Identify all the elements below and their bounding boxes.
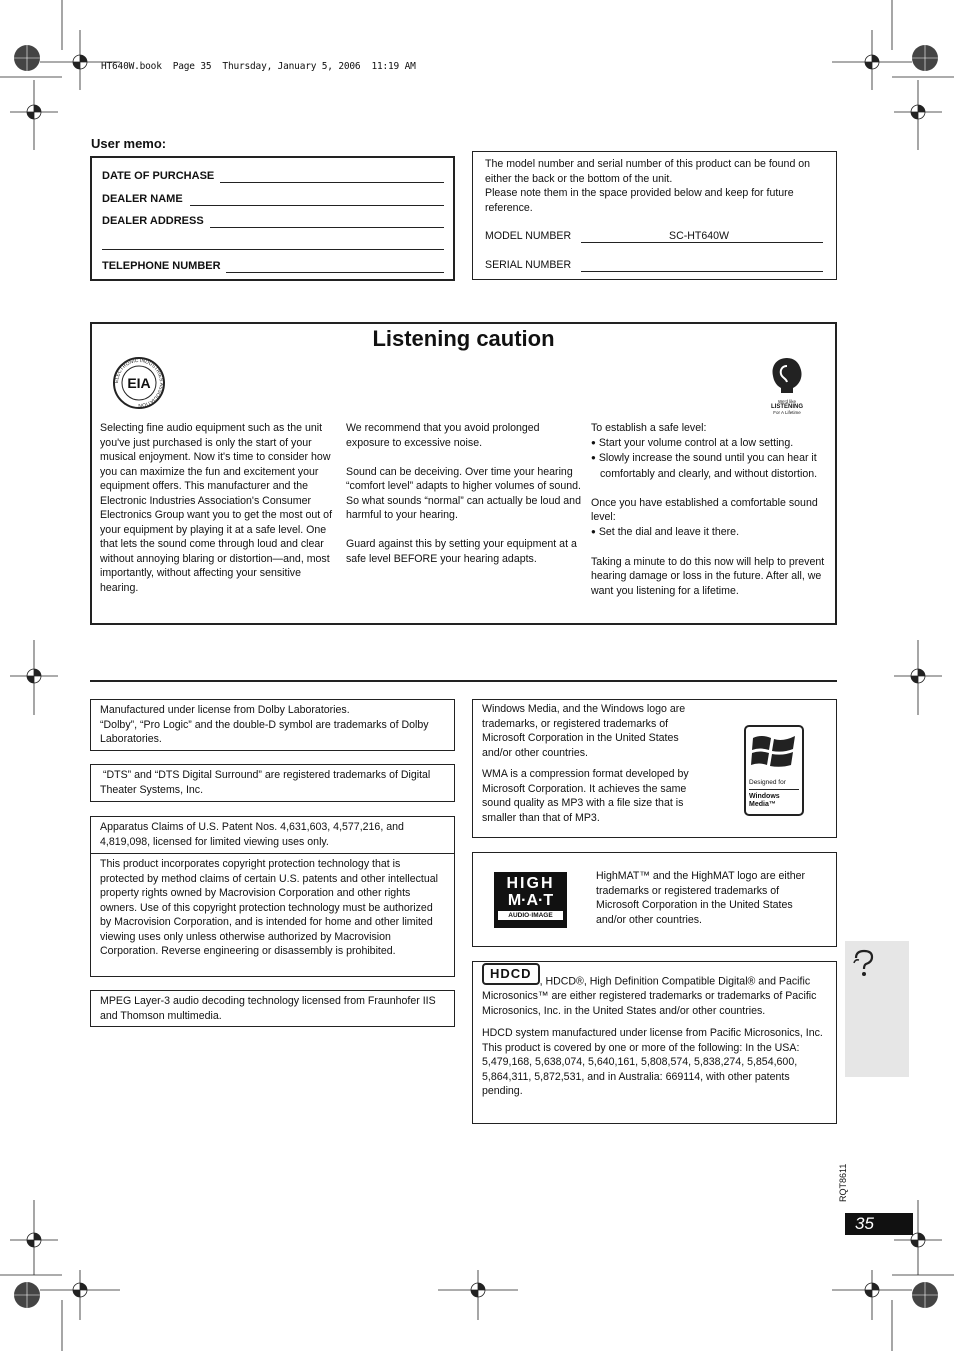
date-of-purchase-label: DATE OF PURCHASE — [102, 170, 215, 182]
listening-column-3 — [591, 421, 827, 598]
serial-number-field[interactable] — [581, 258, 823, 272]
col3-bullet-3: Set the dial and leave it there. — [598, 525, 740, 538]
dealer-address-label: DEALER ADDRESS — [102, 215, 204, 227]
telephone-number-label: TELEPHONE NUMBER — [102, 260, 221, 272]
eia-logo — [112, 356, 166, 410]
listening-caution-box — [90, 322, 837, 625]
serial-number-label: SERIAL NUMBER — [485, 259, 572, 271]
model-serial-box — [472, 151, 837, 280]
col2-para-2: Sound can be deceiving. Over time your hearing “comfort level” adapts to higher volumes of sound. So what sounds “normal” can actually be loud and harmful to your hearing. — [346, 465, 581, 521]
col3-bullet-1: ● Start your volume control at a low setting. — [591, 436, 827, 452]
listening-column-1: Selecting fine audio equipment such as the unit you've just purchased is only the start of your musical enjoyment. Now it's time to consider how you can maximize the fun and excitement your equipment offers. This manufacturer and the Electronic Industries Association's Consumer Electronics Group want you to get the most out of your equipment by playing it at a safe level. One that lets the sound come through loud and clear without annoying blaring or distortion—and, most importantly, without affecting your sensitive hearing. — [100, 422, 333, 594]
svg-text:ELECTRONIC INDUSTRIES ASSOCIAT: ELECTRONIC INDUSTRIES ASSOCIATION — [113, 357, 165, 409]
col3-para-2: Once you have established a comfortable sound level: — [591, 496, 818, 523]
book-header-line: HT640W.book Page 35 Thursday, January 5, 2006 11:19 AM — [101, 61, 416, 72]
hdcd-logo-text: HDCD — [490, 966, 532, 981]
highmat-text: HighMAT™ and the HighMAT logo are either trademarks or registered trademarks of Microsoft Corporation in the United States and/or other countries. — [596, 870, 806, 926]
user-memo-box — [90, 156, 455, 281]
listening-column-2 — [346, 421, 582, 566]
model-number-value: SC-HT640W — [669, 230, 730, 242]
highmat-logo — [494, 872, 567, 928]
dts-license-box — [90, 764, 455, 802]
apparatus-text: Apparatus Claims of U.S. Patent Nos. 4,631,603, 4,577,216, and 4,819,098, licensed for limited viewing uses only. — [100, 821, 404, 848]
hdcd-box — [472, 961, 837, 1124]
model-box-note: Please note them in the space provided below and keep for future reference. — [485, 187, 794, 214]
highmat-logo-mid: M·A·T — [507, 892, 554, 909]
col3-bullet-2-wrap — [591, 451, 827, 481]
windows-media-box — [472, 699, 837, 838]
listening-logo-small: We'd like — [777, 399, 797, 404]
doc-code: RQT8611 — [838, 1163, 848, 1202]
col2-para-1: We recommend that you avoid prolonged exposure to excessive noise. — [346, 422, 540, 449]
col2-para-3: Guard against this by setting your equipment at a safe level BEFORE your hearing adapts. — [346, 538, 577, 565]
mpeg-license-box — [90, 990, 455, 1027]
wm-logo-designed: Designed for — [749, 779, 786, 786]
wm-text-2: WMA is a compression format developed by Microsoft Corporation. It achieves the same sound quality as MP3 with a file size that is smaller than that of MP3. — [482, 768, 689, 824]
section-divider — [90, 680, 837, 682]
highmat-logo-bottom: AUDIO·IMAGE — [498, 911, 563, 920]
windows-media-logo — [744, 725, 804, 816]
dolby-license-box — [90, 699, 455, 751]
page-number-tab — [845, 1213, 913, 1235]
mpeg-text: MPEG Layer-3 audio decoding technology licensed from Fraunhofer IIS and Thomson multimedia. — [100, 995, 436, 1022]
col3-bullet-2: Slowly increase the sound until you can hear it comfortably and clearly, and without distortion. — [598, 452, 818, 480]
dts-text: “DTS” and “DTS Digital Surround” are registered trademarks of Digital Theater Systems, Inc. — [100, 769, 431, 796]
wm-logo-name-2: Media™ — [749, 801, 776, 808]
sidebar-tab — [845, 941, 909, 1077]
hdcd-text-1: , HDCD®, High Definition Compatible Digital® and Pacific Microsonics™ are either registered trademarks or trademarks of Pacific Microsonics, Inc. in the United States and/or other countries. — [482, 975, 817, 1017]
telephone-number-field[interactable] — [226, 260, 444, 273]
svg-text:EIA: EIA — [127, 375, 151, 391]
dealer-address-field[interactable] — [210, 215, 444, 228]
highmat-box — [472, 852, 837, 947]
faq-icon — [851, 949, 877, 977]
dealer-name-field[interactable] — [190, 193, 444, 206]
listening-logo-big: LISTENING — [770, 404, 803, 410]
dealer-address-field-2[interactable] — [102, 237, 444, 250]
hdcd-logo — [482, 963, 540, 985]
col3-para-3: Taking a minute to do this now will help to prevent hearing damage or loss in the future. After all, we want you listening for a lifetime. — [591, 555, 825, 597]
listening-caution-title: Listening caution — [372, 326, 555, 351]
macrovision-box — [90, 853, 455, 977]
model-box-intro: The model number and serial number of this product can be found on either the back or the bottom of the unit. — [485, 158, 811, 185]
windows-flag-icon — [749, 730, 799, 772]
page-number: 35 — [855, 1214, 874, 1233]
user-memo-heading: User memo: — [91, 136, 167, 151]
date-of-purchase-field[interactable] — [220, 170, 444, 183]
highmat-logo-top: HIGH — [506, 875, 555, 892]
ear-head-icon — [767, 356, 807, 394]
col3-bullet-3-wrap — [591, 525, 827, 541]
listening-lifetime-logo — [764, 356, 810, 415]
dolby-text-1: Manufactured under license from Dolby Laboratories. — [100, 704, 350, 716]
macrovision-text: This product incorporates copyright protection technology that is protected by method claims of certain U.S. patents and other intellectual property rights owned by Macrovision Corporation and other rights owners. Use of this copyright protection technology must be authorized by Macrovision Corporation, and is intended for home and other limited viewing uses only unless otherwise authorized by Macrovision Corporation. Reverse engineering or disassembly is prohibited. — [100, 858, 439, 957]
hdcd-text-2: HDCD system manufactured under license from Pacific Microsonics, Inc. This product is covered by one or more of the following: In the USA: 5,479,168, 5,638,074, 5,640,161, 5,808,574, 5,838,274, 5,854,600, 5,864,311, 5,872,531, and in Australia: 669114, with other patents pending. — [482, 1027, 823, 1097]
dolby-text-2: “Dolby”, “Pro Logic” and the double-D symbol are trademarks of Dolby Laboratories. — [100, 718, 429, 745]
wm-logo-name-1: Windows — [749, 793, 780, 800]
wm-text-1: Windows Media, and the Windows logo are trademarks, or registered trademarks of Microsoft Corporation in the United States and/or other countries. — [482, 703, 686, 759]
col3-intro: To establish a safe level: — [591, 422, 707, 434]
apparatus-claims-box — [90, 816, 455, 854]
listening-logo-tail: For A Lifetime — [773, 410, 801, 415]
model-number-label: MODEL NUMBER — [485, 230, 572, 242]
dealer-name-label: DEALER NAME — [102, 193, 183, 205]
